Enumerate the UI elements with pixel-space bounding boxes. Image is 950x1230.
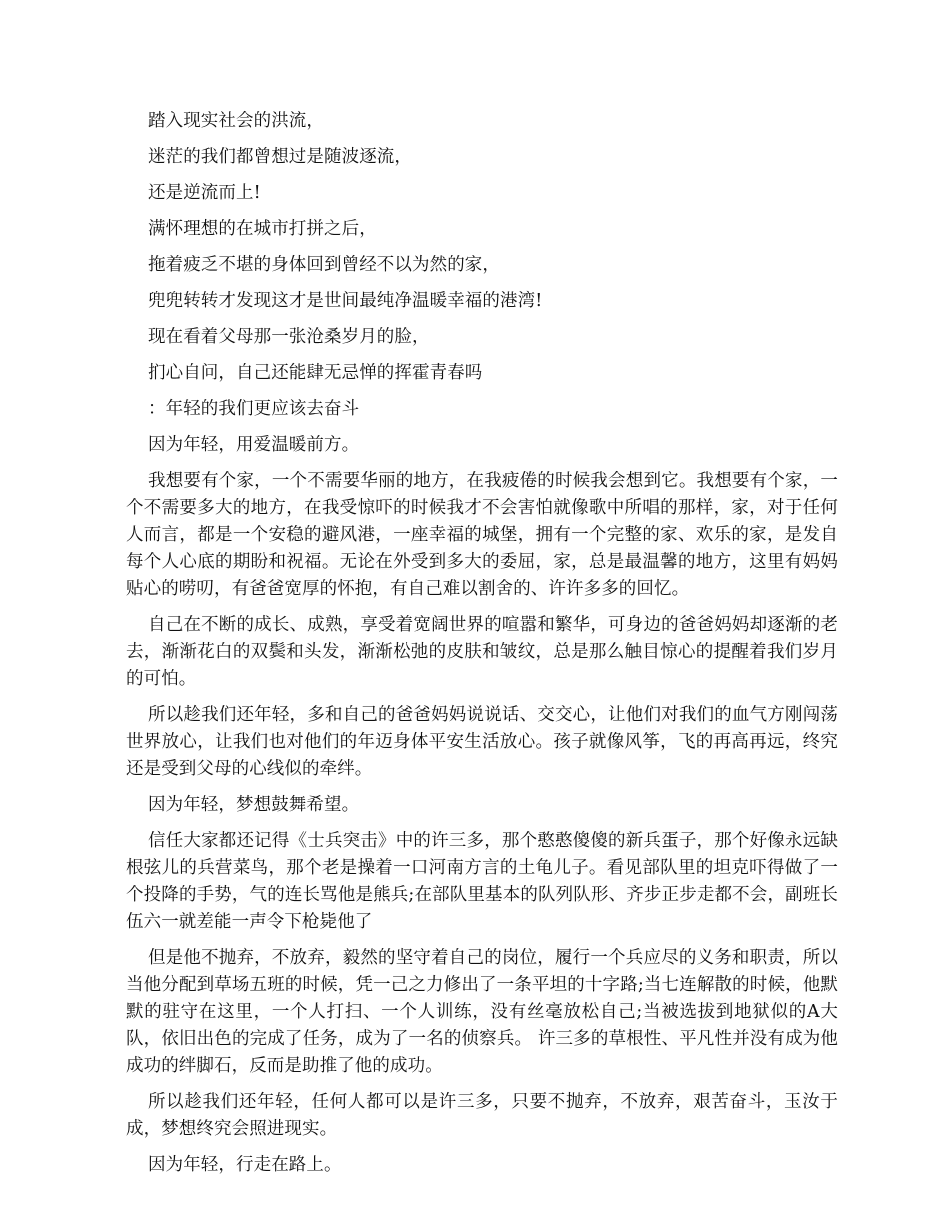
- body-paragraph: 但是他不抛弃，不放弃，毅然的坚守着自己的岗位，履行一个兵应尽的义务和职责，所以当他分配到草场五班的时候，凭一己之力修出了一条平坦的十字路;当七连解散的时候，他默默的驻守在这里，一个人打扫、一个人训练，没有丝毫放松自己;当被选拔到地狱似的A大队，依旧出色的完成了任务，成为了一名的侦察兵。 许三多的草根性、平凡性并没有成为他成功的绊脚石，反而是助推了他的成功。: [126, 948, 838, 1076]
- text-line: 扪心自问，自己还能肆无忌惮的挥霍青春吗: [148, 363, 483, 383]
- body-paragraph: 所以趁我们还年轻，多和自己的爸爸妈妈说说话、交交心，让他们对我们的血气方刚闯荡世界放心，让我们也对他们的年迈身体平安生活放心。孩子就像风筝，飞的再高再远，终究还是受到父母的心线似的牵绊。: [126, 705, 838, 779]
- text-line: 踏入现实社会的洪流，: [148, 111, 324, 131]
- body-paragraph: 我想要有个家，一个不需要华丽的地方，在我疲倦的时候我会想到它。我想要有个家，一个不需要多大的地方，在我受惊吓的时候我才不会害怕就像歌中所唱的那样，家，对于任何人而言，都是一个安稳的避风港，一座幸福的城堡，拥有一个完整的家、欢乐的家，是发自每个人心底的期盼和祝福。无论在外受到多大的委屈，家，总是最温馨的地方，这里有妈妈贴心的唠叨，有爸爸宽厚的怀抱，有自己难以割舍的、许许多多的回忆。: [126, 471, 838, 599]
- body-paragraph: 信任大家都还记得《士兵突击》中的许三多，那个憨憨傻傻的新兵蛋子，那个好像永远缺根弦儿的兵营菜鸟，那个老是操着一口河南方言的土龟儿子。看见部队里的坦克吓得做了一个投降的手势，气的连长骂他是熊兵;在部队里基本的队列队形、齐步正步走都不会，副班长伍六一就差能一声令下枪毙他了: [126, 831, 838, 932]
- text-line: 迷茫的我们都曾想过是随波逐流，: [148, 147, 412, 167]
- section-heading: ：年轻的我们更应该去奋斗: [148, 399, 360, 419]
- section-heading: 因为年轻，用爱温暖前方。: [148, 435, 360, 455]
- section-heading: 因为年轻，行走在路上。: [148, 1155, 342, 1175]
- section-heading: 因为年轻，梦想鼓舞希望。: [148, 795, 360, 815]
- text-line: 兜兜转转才发现这才是世间最纯净温暖幸福的港湾!: [148, 291, 543, 311]
- text-line: 现在看着父母那一张沧桑岁月的脸，: [148, 327, 430, 347]
- body-paragraph: 自己在不断的成长、成熟，享受着宽阔世界的喧嚣和繁华，可身边的爸爸妈妈却逐渐的老去，渐渐花白的双鬓和头发，渐渐松弛的皮肤和皱纹，总是那么触目惊心的提醒着我们岁月的可怕。: [126, 615, 838, 689]
- body-paragraph: 所以趁我们还年轻，任何人都可以是许三多，只要不抛弃，不放弃，艰苦奋斗，玉汝于成，梦想终究会照进现实。: [126, 1092, 838, 1139]
- text-line: 拖着疲乏不堪的身体回到曾经不以为然的家，: [148, 255, 500, 275]
- document-page: [126, 108, 838, 1188]
- text-line: 还是逆流而上!: [148, 183, 261, 203]
- text-line: 满怀理想的在城市打拼之后，: [148, 219, 377, 239]
